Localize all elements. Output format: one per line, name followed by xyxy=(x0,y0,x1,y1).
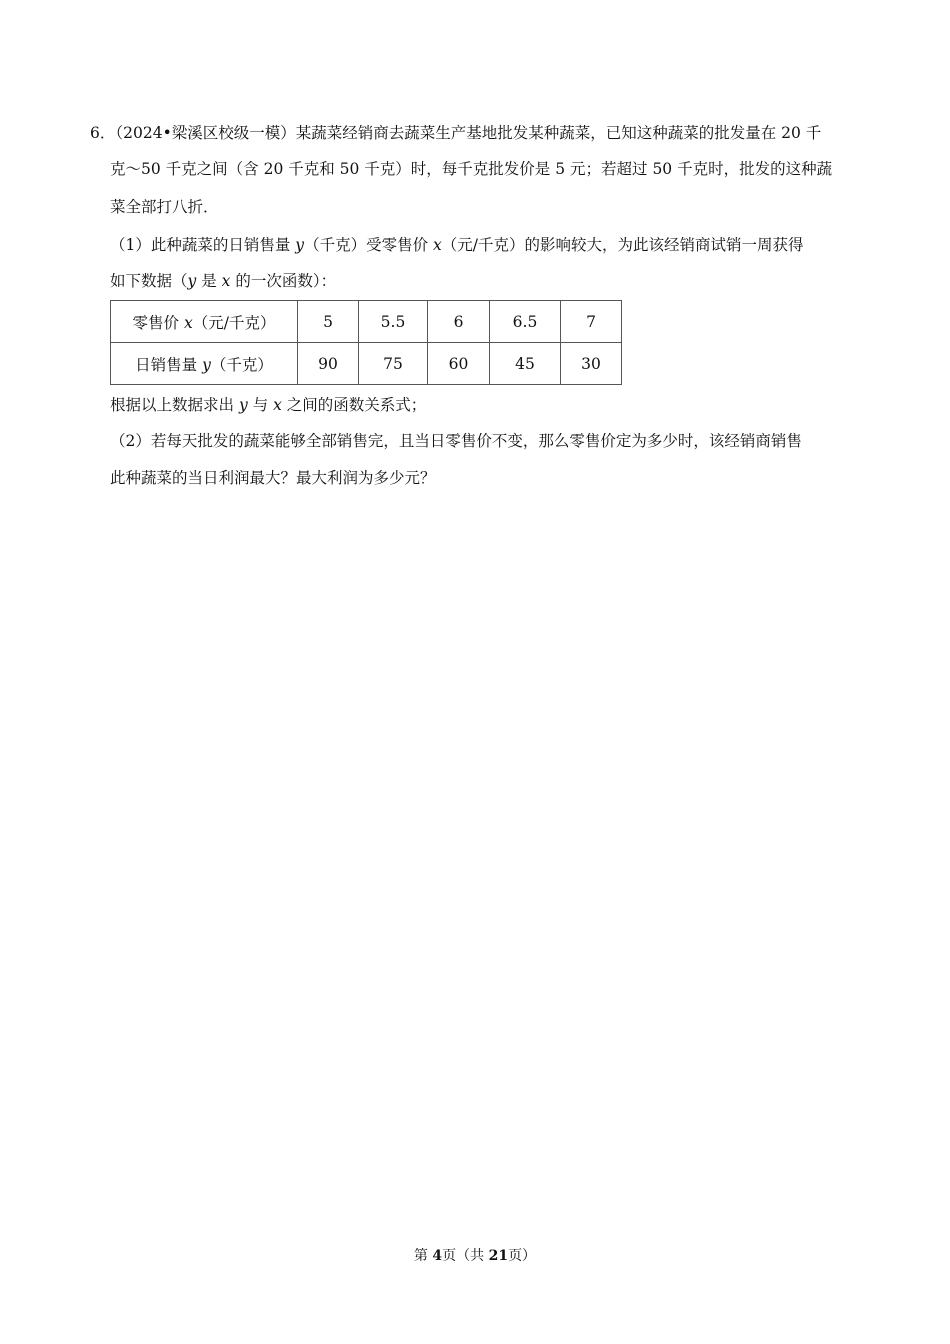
part1-line2-text-b: 是 xyxy=(196,272,222,290)
question-source: （2024•梁溪区校级一模） xyxy=(115,124,296,142)
var-y: y xyxy=(187,272,197,290)
question-number: 6． xyxy=(90,124,116,142)
part1-text-a: （1）此种蔬菜的日销售量 xyxy=(110,236,296,254)
after-table-line xyxy=(110,395,426,415)
table-cell: 30 xyxy=(561,343,622,385)
table-row-sales xyxy=(111,343,622,385)
table-cell: 5 xyxy=(298,301,359,343)
row-label-sales xyxy=(111,343,298,385)
total-pages: 21 xyxy=(488,1248,509,1264)
footer-middle: 页（共 xyxy=(442,1248,489,1264)
stem-text-1: 某蔬菜经销商去蔬菜生产基地批发某种蔬菜，已知这种蔬菜的批发量在 20 千 xyxy=(295,124,822,142)
table-cell: 45 xyxy=(490,343,561,385)
after-table-text-b: 与 xyxy=(247,396,274,414)
part2-line-2: 此种蔬菜的当日利润最大？最大利润为多少元？ xyxy=(110,469,436,487)
var-x: x xyxy=(433,236,442,254)
part1-line-2 xyxy=(110,271,336,291)
var-x: x xyxy=(183,313,193,332)
part1-text-c: （元/千克）的影响较大，为此该经销商试销一周获得 xyxy=(441,236,804,254)
table-row-price xyxy=(111,301,622,343)
data-table xyxy=(110,300,622,385)
table-cell: 90 xyxy=(298,343,359,385)
stem-line-1 xyxy=(90,123,821,143)
label-unit: （千克） xyxy=(210,355,273,374)
footer-suffix: 页） xyxy=(508,1248,537,1264)
table-cell: 60 xyxy=(428,343,490,385)
page-footer xyxy=(0,1245,950,1265)
page-number: 4 xyxy=(432,1248,443,1264)
var-y: y xyxy=(295,236,305,254)
var-x: x xyxy=(221,272,231,290)
stem-line-3: 菜全部打八折． xyxy=(110,198,219,216)
label-unit: （元/千克） xyxy=(192,313,276,332)
table-cell: 7 xyxy=(561,301,622,343)
row-label-price xyxy=(111,301,298,343)
part1-line-1 xyxy=(110,235,803,255)
part1-text-b: （千克）受零售价 xyxy=(304,236,433,254)
after-table-text-a: 根据以上数据求出 xyxy=(110,396,239,414)
stem-line-2: 克～50 千克之间（含 20 千克和 50 千克）时，每千克批发价是 5 元；若超过 50 千克时，批发的这种蔬 xyxy=(110,160,833,178)
label-text: 零售价 xyxy=(132,313,184,332)
footer-prefix: 第 xyxy=(413,1248,433,1264)
table-cell: 6.5 xyxy=(490,301,561,343)
part2-line-1: （2）若每天批发的蔬菜能够全部销售完，且当日零售价不变，那么零售价定为多少时，该经销商销售 xyxy=(110,432,802,450)
label-text: 日销售量 xyxy=(135,355,203,374)
part1-line2-text-c: 的一次函数）： xyxy=(230,272,337,290)
table-cell: 75 xyxy=(359,343,428,385)
var-y: y xyxy=(202,355,211,374)
var-y: y xyxy=(238,396,248,414)
part1-line2-text-a: 如下数据（ xyxy=(110,272,188,290)
table-cell: 6 xyxy=(428,301,490,343)
table-cell: 5.5 xyxy=(359,301,428,343)
after-table-text-c: 之间的函数关系式； xyxy=(281,396,427,414)
var-x: x xyxy=(273,396,282,414)
